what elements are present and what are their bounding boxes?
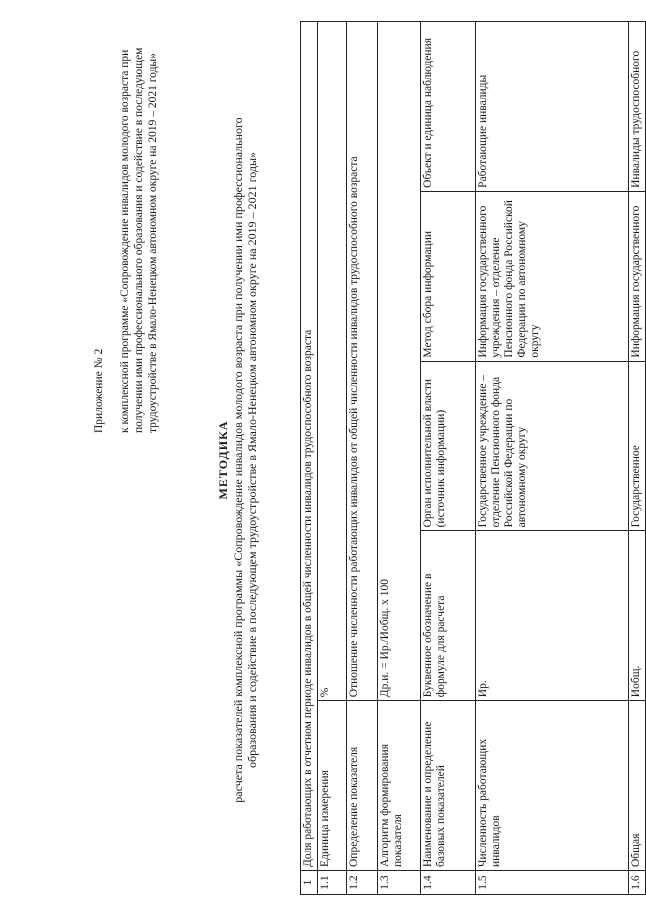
table-cell: Государственное <box>629 361 646 531</box>
row-number: 1.6 <box>629 871 646 895</box>
column-header: Буквенное обозначение в формуле для расчета <box>421 531 476 701</box>
table-cell: Ир. <box>476 531 629 701</box>
document-title <box>216 35 259 885</box>
table-cell: Работающие инвалиды <box>476 22 629 192</box>
appendix-description: к комплексной программе «Сопровождение инвалидов молодого возраста при получении ими профессионального образования и содействие в последующем трудоустройстве в Ямало-Ненецком автономном округе на 2019 – 2021 годы» <box>119 47 159 433</box>
row-label: Определение показателя <box>347 701 378 871</box>
row-label: Наименование и определение базовых показателей <box>421 701 476 871</box>
title-heading: МЕТОДИКА <box>216 420 230 500</box>
row-label: Общая <box>629 701 646 871</box>
table-row <box>318 22 347 895</box>
row-number: 1 <box>301 871 318 895</box>
row-label: Численность работающих инвалидов <box>476 701 629 871</box>
row-label: Единица измерения <box>318 701 347 871</box>
indicator-name: Доля работающих в отчетном периоде инвалидов в общей численности инвалидов трудоспособного возраста <box>301 22 318 871</box>
table-cell: Государственное учреждение – отделение Пенсионного фонда Российской Федерации по автономному округу <box>476 361 629 531</box>
column-header: Орган исполнительной власти (источник информации) <box>421 361 476 531</box>
row-number: 1.5 <box>476 871 629 895</box>
row-value: % <box>318 22 347 701</box>
title-line-1: расчета показателей комплексной программы «Сопровождение инвалидов молодого возраста при получении ими профессионального <box>231 117 245 803</box>
column-header: Метод сбора информации <box>421 191 476 361</box>
row-label: Алгоритм формирования показателя <box>378 701 421 871</box>
row-value: Отношение численности работающих инвалидов от общей численности инвалидов трудоспособного возраста <box>347 22 378 701</box>
table-cell: Иобщ. <box>629 531 646 701</box>
table-row <box>378 22 421 895</box>
column-header: Объект и единица наблюдения <box>421 22 476 192</box>
row-number: 1.4 <box>421 871 476 895</box>
table-row <box>476 22 629 895</box>
title-line-2: образования и содействие в последующем трудоустройстве в Ямало-Ненецком автономном округе на 2019 – 2021 годы» <box>245 151 259 769</box>
table-cell: Информация государственного <box>629 191 646 361</box>
appendix-block <box>92 13 160 433</box>
row-value: Др.и. = Ир./Иобщ. х 100 <box>378 22 421 701</box>
row-number: 1.1 <box>318 871 347 895</box>
table-cell: Инвалиды трудоспособного <box>629 22 646 192</box>
table-cell: Информация государственного учреждения – отделение Пенсионного фонда Российской Федерации по автономному округу <box>476 191 629 361</box>
table-row <box>347 22 378 895</box>
row-number: 1.3 <box>378 871 421 895</box>
row-number: 1.2 <box>347 871 378 895</box>
table-row <box>301 22 318 895</box>
methodology-table <box>300 21 646 895</box>
table-row <box>629 22 646 895</box>
appendix-number: Приложение № 2 <box>93 348 105 433</box>
table-row <box>421 22 476 895</box>
